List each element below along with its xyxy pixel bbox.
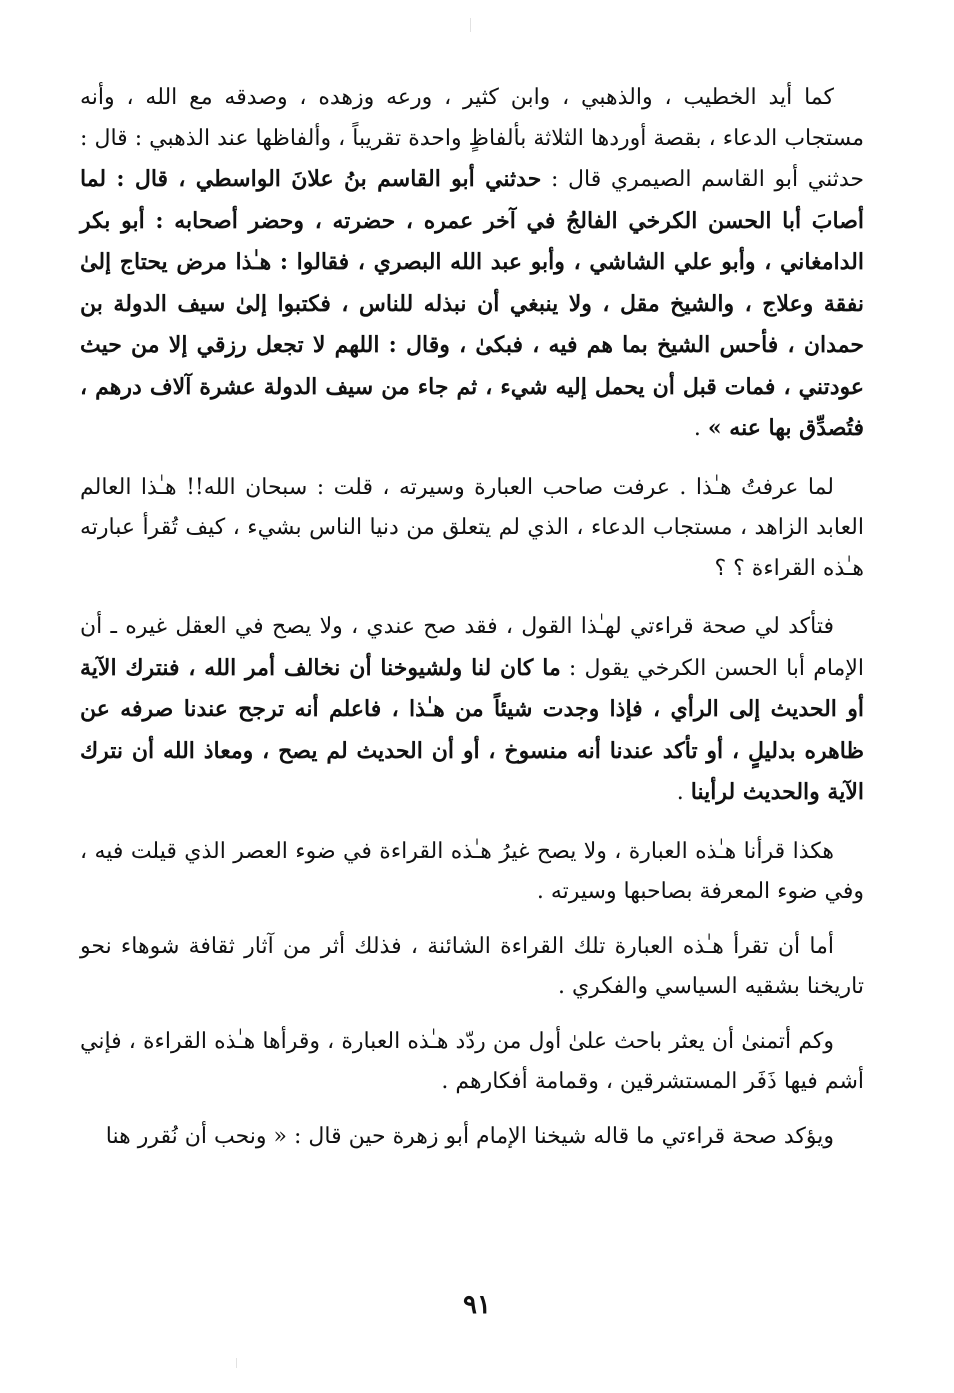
paragraph-text: هكذا قرأنا هـٰذه العبارة ، ولا يصح غيرُ هـٰذه القراءة في ضوء العصر الذي قيلت فيه ، وفي ضوء المعرفة بصاحبها وسيرته .: [80, 838, 864, 904]
paragraph: [80, 468, 864, 590]
paragraph-text: كما أيد الخطيب ، والذهبي ، وابن كثير ، ورعه وزهده ، وصدقه مع الله ، وأنه مستجاب الدعاء ، بقصة أوردها الثلاثة بألفاظٍ واحدة تقريباً ، وألفاظها عند الذهبي : قال : حدثني أبو القاسم الصيمري قال :: [80, 85, 864, 192]
quoted-narration: حدثني أبو القاسم بنُ علانَ الواسطي ، قال : لما أصابَ أبا الحسن الكرخي الفالجُ في آخر عمره ، حضرته ، وحضر أصحابه : أبو بكر الدامغاني ، وأبو علي الشاشي ، وأبو عبد الله البصري ، فقالوا : هـٰذا مرض يحتاج إلىٰ نفقة وعلاج ، والشيخ مقل ، ولا ينبغي أن نبذله للناس ، فكتبوا إلىٰ سيف الدولة بن حمدان ، فأحس الشيخ بما هم فيه ، فبكىٰ ، وقال : اللهم لا تجعل رزقي إلا من حيث عودتني ، فمات قبل أن يحمل إليه شيء ، ثم جاء من سيف الدولة عشرة آلاف درهم ، فتُصدِّق بها عنه »: [80, 166, 864, 441]
paragraph-text: .: [676, 780, 691, 805]
scan-mark: [236, 1358, 237, 1368]
paragraph-text: ويؤكد صحة قراءتي ما قاله شيخنا الإمام أبو زهرة حين قال : « ونحب أن نُقرر هنا: [105, 1123, 834, 1149]
paragraph: [80, 927, 864, 1008]
page-body: [80, 78, 864, 1157]
paragraph: [80, 607, 864, 814]
quoted-statement: ما كان لنا ولشيوخنا أن نخالف أمر الله ، فنترك الآية أو الحديث إلى الرأي ، فإذا وجدت شيئاً من هـٰذا ، فاعلم أنه ترجح عندنا صرفه عن ظاهره بدليلٍ ، أو تأكد عندنا أنه منسوخ ، أو أن الحديث لم يصح ، ومعاذ الله أن نترك الآية والحديث لرأينا: [80, 654, 864, 805]
paragraph: [80, 832, 864, 913]
page-number: ٩١: [463, 1290, 491, 1320]
paragraph-text: وكم أتمنىٰ أن يعثر باحث علىٰ أول من ردّد هـٰذه العبارة ، وقرأها هـٰذه القراءة ، فإني أشم فيها ذَفَر المستشرقين ، وقمامة أفكارهم .: [80, 1028, 864, 1094]
paragraph-text: لما عرفتُ هـٰذا . عرفت صاحب العبارة وسيرته ، قلت : سبحان الله!! هـٰذا العالم العابد الزاهد ، مستجاب الدعاء ، الذي لم يتعلق من دنيا الناس بشيء ، كيف تُقرأ عبارته هـٰذه القراءة ؟ ؟: [80, 474, 864, 581]
paragraph-text: فتأكد لي صحة قراءتي لهـٰذا القول ، فقد صح عندي ، ولا يصح في العقل غيره ـ أن الإمام أبا الحسن الكرخي يقول :: [80, 614, 864, 681]
paragraph-text: .: [693, 416, 708, 441]
paragraph: [80, 1117, 864, 1158]
scan-mark: [470, 18, 471, 32]
paragraph: [80, 78, 864, 450]
paragraph-text: أما أن تقرأ هـٰذه العبارة تلك القراءة الشائنة ، فذلك أثر من آثار ثقافة شوهاء نحو تاريخنا بشقيه السياسي والفكري .: [80, 933, 864, 999]
paragraph: [80, 1022, 864, 1103]
